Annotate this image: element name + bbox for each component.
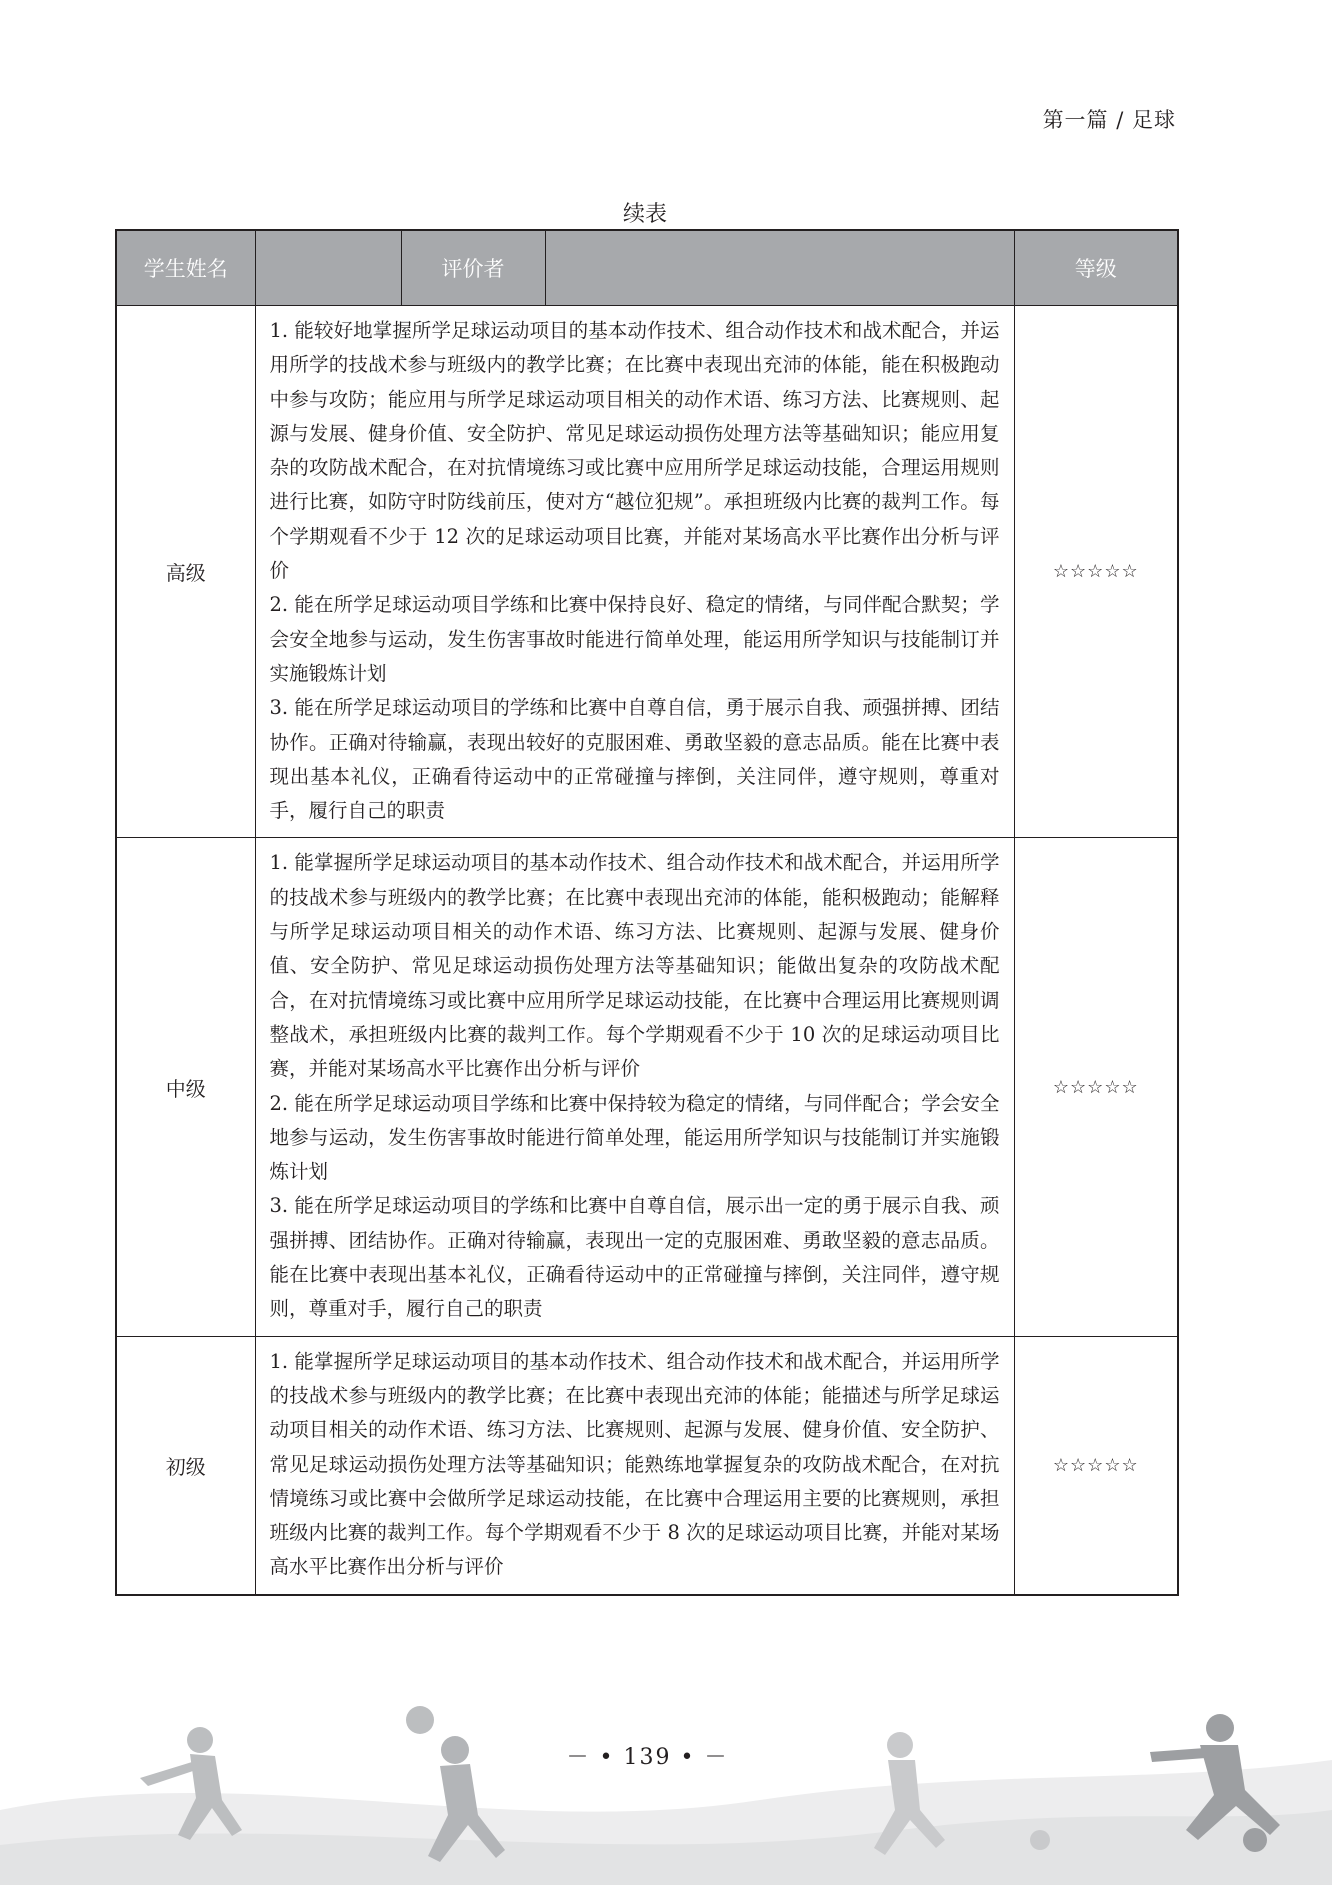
level-label: 初级 [116,1336,255,1595]
footer-decoration [0,1690,1332,1885]
table-header-row [116,230,1178,306]
level-description [255,306,1014,838]
ball-icon [406,1706,434,1734]
table-caption: 续表 [622,202,667,227]
ball-icon [1243,1828,1267,1852]
table-row-intermediate [116,838,1178,1336]
evaluator-cell [545,230,1014,306]
header-student-name: 学生姓名 [116,230,255,306]
level-description [255,1336,1014,1595]
criterion-item: 1. 能掌握所学足球运动项目的基本动作技术、组合动作技术和战术配合，并运用所学的技战术参与班级内的教学比赛；在比赛中表现出充沛的体能，能积极跑动；能解释与所学足球运动项目相关的动作术语、练习方法、比赛规则、起源与发展、健身价值、安全防护、常见足球运动损伤处理方法等基础知识；能做出复杂的攻防战术配合，在对抗情境练习或比赛中应用所学足球运动技能，在比赛中合理运用比赛规则调整战术，承担班级内比赛的裁判工作。每个学期观看不少于 10 次的足球运动项目比赛，并能对某场高水平比赛作出分析与评价 [269,851,1000,1081]
star-rating[interactable]: ☆☆☆☆☆ [1014,838,1178,1336]
header-evaluator: 评价者 [401,230,545,306]
table-row-beginner [116,1336,1178,1595]
level-label: 高级 [116,306,255,838]
star-rating[interactable]: ☆☆☆☆☆ [1014,1336,1178,1595]
star-rating[interactable]: ☆☆☆☆☆ [1014,306,1178,838]
header-grade: 等级 [1014,230,1178,306]
evaluation-table [115,229,1179,1596]
criterion-item: 3. 能在所学足球运动项目的学练和比赛中自尊自信，勇于展示自我、顽强拼搏、团结协作。正确对待输赢，表现出较好的克服困难、勇敢坚毅的意志品质。能在比赛中表现出基本礼仪，正确看待运动中的正常碰撞与摔倒，关注同伴，遵守规则，尊重对手，履行自己的职责 [269,696,1000,823]
criterion-item: 2. 能在所学足球运动项目学练和比赛中保持较为稳定的情绪，与同伴配合；学会安全地参与运动，发生伤害事故时能进行简单处理，能运用所学知识与技能制订并实施锻炼计划 [269,1091,1000,1184]
level-label: 中级 [116,838,255,1336]
criterion-item: 2. 能在所学足球运动项目学练和比赛中保持良好、稳定的情绪，与同伴配合默契；学会安全地参与运动，发生伤害事故时能进行简单处理，能运用所学知识与技能制订并实施锻炼计划 [269,593,1000,685]
level-description [255,838,1014,1336]
student-name-cell [255,230,401,306]
criterion-item: 1. 能较好地掌握所学足球运动项目的基本动作技术、组合动作技术和战术配合，并运用所学的技战术参与班级内的教学比赛；在比赛中表现出充沛的体能，能在积极跑动中参与攻防；能应用与所学足球运动项目相关的动作术语、练习方法、比赛规则、起源与发展、健身价值、安全防护、常见足球运动损伤处理方法等基础知识；能应用复杂的攻防战术配合，在对抗情境练习或比赛中应用所学足球运动技能，合理运用规则进行比赛，如防守时防线前压，使对方“越位犯规”。承担班级内比赛的裁判工作。每个学期观看不少于 12 次的足球运动项目比赛，并能对某场高水平比赛作出分析与评价 [269,319,1000,583]
page-number: － • 139 • － [566,1745,729,1770]
criterion-item: 3. 能在所学足球运动项目的学练和比赛中自尊自信，展示出一定的勇于展示自我、顽强拼搏、团结协作。正确对待输赢，表现出一定的克服困难、勇敢坚毅的意志品质。能在比赛中表现出基本礼仪，正确看待运动中的正常碰撞与摔倒，关注同伴，遵守规则，尊重对手，履行自己的职责 [269,1194,1000,1321]
criterion-item: 1. 能掌握所学足球运动项目的基本动作技术、组合动作技术和战术配合，并运用所学的技战术参与班级内的教学比赛；在比赛中表现出充沛的体能；能描述与所学足球运动项目相关的动作术语、练习方法、比赛规则、起源与发展、健身价值、安全防护、常见足球运动损伤处理方法等基础知识；能熟练地掌握复杂的攻防战术配合，在对抗情境练习或比赛中会做所学足球运动技能，在比赛中合理运用主要的比赛规则，承担班级内比赛的裁判工作。每个学期观看不少于 8 次的足球运动项目比赛，并能对某场高水平比赛作出分析与评价 [269,1349,1000,1579]
ball-icon [1030,1830,1050,1850]
table-row-advanced [116,306,1178,838]
running-header: 第一篇 / 足球 [1042,108,1176,132]
